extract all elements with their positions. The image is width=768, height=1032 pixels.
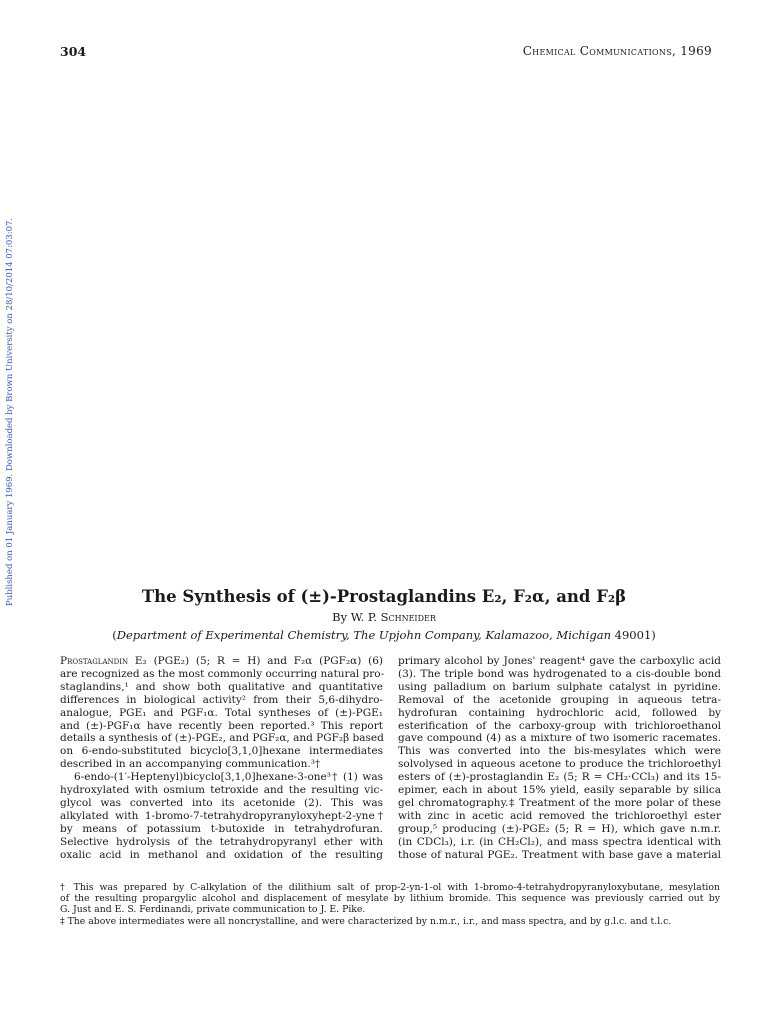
body-line: with zinc in acetic acid removed the trichloroethyl ester [398,809,721,822]
journal-running-head [523,44,712,58]
footnotes [60,882,720,927]
author-prefix: By [332,610,348,624]
body-line: differences in biological activity² from their 5,6-dihydro- [60,693,383,706]
body-line: gel chromatography.‡ Treatment of the more polar of these [398,796,721,809]
body-line: by means of potassium t-butoxide in tetrahydrofuran. [60,822,383,835]
body-line: those of natural PGE₂. Treatment with base gave a material [398,848,721,861]
body-line: Removal of the acetonide grouping in aqueous tetra- [398,693,721,706]
body-line: gave compound (4) as a mixture of two isomeric racemates. [398,732,721,745]
body-line: (in CDCl₃), i.r. (in CH₂Cl₂), and mass spectra identical with [398,835,721,848]
download-watermark: Published on 01 January 1969. Downloaded by Brown University on 28/10/2014 07:03:07. [5,217,15,606]
author-line [0,610,768,624]
body-line: 6-endo-(1′-Heptenyl)bicyclo[3,1,0]hexane-3-one³† (1) was [74,771,383,784]
body-line: oxalic acid in methanol and oxidation of the resulting [60,848,383,861]
body-line: Selective hydrolysis of the tetrahydropyranyl ether with [60,835,383,848]
body-line: This was converted into the bis-mesylates which were [398,745,721,758]
body-line: are recognized as the most commonly occurring natural pro- [60,667,385,680]
footnote-line: of the resulting propargylic alcohol and displacement of mesylate by lithium bromide. This sequence was previously carried out by [60,893,720,905]
body-line: alkylated with 1-bromo-7-tetrahydropyranyloxyhept-2-yne† [60,809,383,822]
footnote-line: ‡ The above intermediates were all noncrystalline, and were characterized by n.m.r., i.r., and mass spectra, and by g.l.c. and t.l.c. [60,915,672,927]
body-line: primary alcohol by Jones' reagent⁴ gave the carboxylic acid [398,655,721,667]
body-line: and (±)-PGF₁α have recently been reported.³ This report [60,719,383,732]
journal-year: 1969 [680,44,712,58]
affiliation [0,628,768,642]
body-line: esters of (±)-prostaglandin E₂ (5; R = CH₂·CCl₃) and its 15- [398,771,721,784]
body-line: described in an accompanying communication.³† [60,758,321,771]
body-column-left [60,655,383,862]
footnote-line: † This was prepared by C-alkylation of the dilithium salt of prop-2-yn-1-ol with 1-bromo-4-tetrahydropyranyloxybutane, mesylation [60,882,720,893]
body-line: Prostaglandin E₂ (PGE₂) (5; R = H) and F₂α (PGF₂α) (6) [60,655,383,667]
body-line: hydrofuran containing hydrochloric acid, followed by [398,706,721,719]
body-line: group,⁵ producing (±)-PGE₂ (5; R = H), which gave n.m.r. [398,822,721,835]
footnote-line: G. Just and E. S. Ferdinandi, private communication to J. E. Pike. [60,904,366,916]
body-line: analogue, PGE₁ and PGF₁α. Total syntheses of (±)-PGE₁ [60,706,383,719]
body-line: (3). The triple bond was hydrogenated to a cis-double bond [398,667,721,680]
body-line: epimer, each in about 15% yield, easily separable by silica [398,784,721,797]
page-header [60,44,712,60]
body-line: on 6-endo-substituted bicyclo[3,1,0]hexane intermediates [60,745,383,758]
body-line: details a synthesis of (±)-PGE₂, and PGF₂α, and PGF₂β based [60,732,384,745]
affiliation-open: ( [112,628,117,642]
affiliation-zip: 49001) [614,628,656,642]
article-title: The Synthesis of (±)-Prostaglandins E₂, F₂α, and F₂β [141,587,627,606]
journal-name: Chemical Communications, [522,44,677,58]
body-line: esterification of the carboxy-group with trichloroethanol [398,719,721,732]
body-column-right [398,655,721,862]
affiliation-dept: Department of Experimental Chemistry, The Upjohn Company, Kalamazoo, Michigan [116,628,612,642]
body-line: glycol was converted into its acetonide (2). This was [60,796,383,809]
body-line: using palladium on barium sulphate catalyst in pyridine. [398,680,721,693]
author-name: W. P. Schneider [350,610,436,624]
page-number: 304 [60,44,87,59]
body-line: solvolysed in aqueous acetone to produce the trichloroethyl [398,758,721,771]
body-line: hydroxylated with osmium tetroxide and the resulting vic- [60,784,383,797]
body-line: staglandins,¹ and show both qualitative and quantitative [60,680,383,693]
lead-word: Prostaglandin [60,655,129,667]
